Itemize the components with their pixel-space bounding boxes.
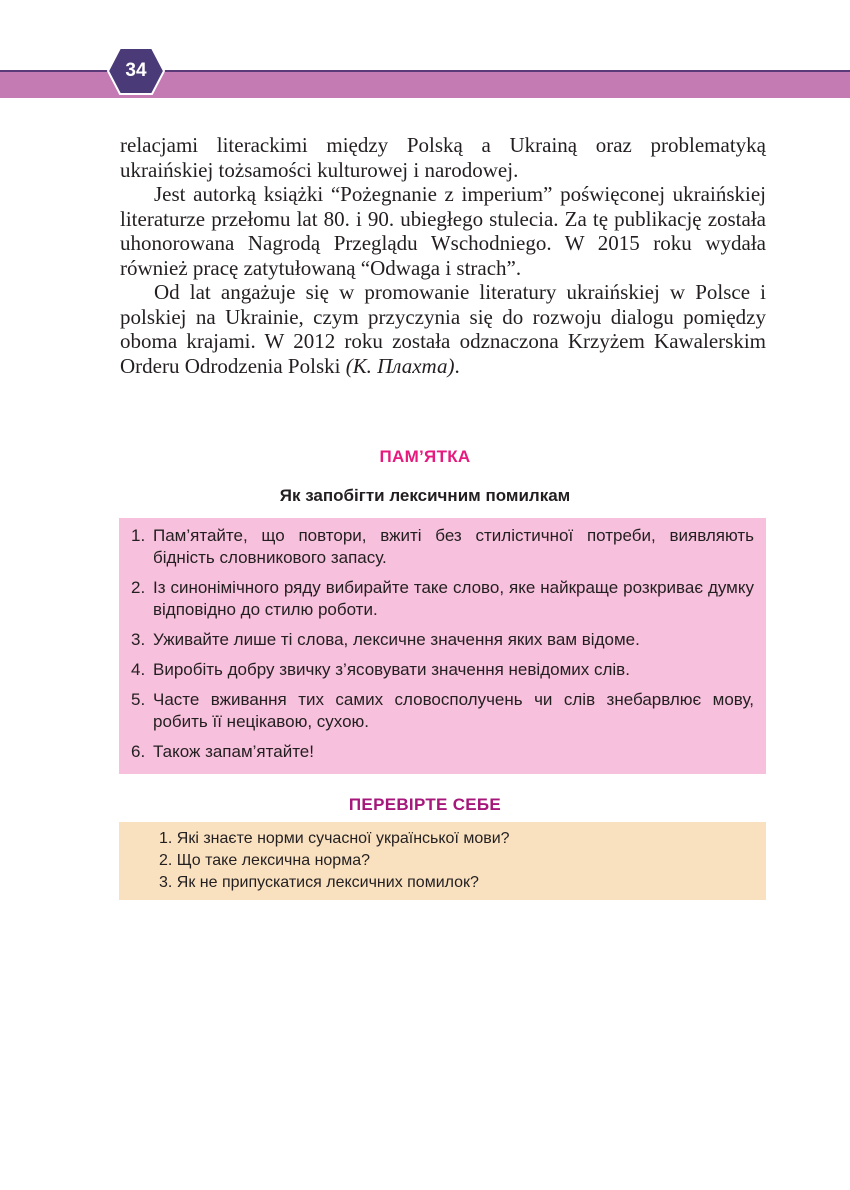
- paragraph-3-text: Od lat angażuje się w promowanie literatury ukraińskiej w Polsce i polskiej na Ukrainie, czym przyczynia się do rozwoju dialogu pomiędzy oboma krajami. W 2012 roku została odznaczona Krzyżem Kawalerskim Orderu Odrodzenia Polski: [120, 280, 766, 378]
- memo-item-number: 2.: [131, 578, 146, 597]
- paragraph-3: [120, 280, 766, 378]
- citation: (К. Плахта): [345, 353, 455, 378]
- memo-title: ПАМ’ЯТКА: [379, 447, 471, 466]
- memo-item: [131, 741, 754, 763]
- memo-item-text: Часте вживання тих самих словосполучень чи слів знебарвлює мову, робить її нецікавою, сухою.: [153, 690, 754, 731]
- body-text: [120, 133, 766, 378]
- question-2: 2. Що таке лексична норма?: [159, 852, 370, 869]
- memo-item-text: Пам’ятайте, що повтори, вжиті без стилістичної потреби, виявляють бідність словникового запасу.: [153, 526, 754, 567]
- memo-item-number: 5.: [131, 690, 146, 709]
- memo-item: [131, 525, 754, 569]
- memo-subtitle: Як запобігти лексичним помилкам: [279, 486, 571, 505]
- check-title: ПЕРЕВІРТЕ СЕБЕ: [348, 795, 502, 814]
- page-number: 34: [125, 60, 147, 81]
- memo-item: [131, 577, 754, 621]
- memo-item-number: 1.: [131, 526, 146, 545]
- memo-item-number: 3.: [131, 630, 146, 649]
- paragraph-1: relacjami literackimi między Polską a Ukrainą oraz problematyką ukraińskiej tożsamości kulturowej i narodowej.: [120, 133, 766, 182]
- memo-item-text: Уживайте лише ті слова, лексичне значення яких вам відоме.: [153, 630, 640, 649]
- memo-item-number: 4.: [131, 660, 146, 679]
- memo-item-number: 6.: [131, 742, 146, 761]
- question-3: 3. Як не припускатися лексичних помилок?: [159, 874, 479, 891]
- memo-box: [119, 518, 766, 774]
- page-number-badge: [106, 46, 166, 96]
- memo-item: [131, 629, 754, 651]
- memo-item-text: Із синонімічного ряду вибирайте таке слово, яке найкраще розкриває думку відповідно до стилю роботи.: [153, 578, 754, 619]
- paragraph-3-end: .: [454, 353, 460, 378]
- memo-item: [131, 689, 754, 733]
- paragraph-2: Jest autorką książki “Pożegnanie z imperium” poświęconej ukraińskiej literaturze przełomu lat 80. i 90. ubiegłego stulecia. Za tę publikację została uhonorowana Nagrodą Przeglądu Wschodniego. W 2015 roku wydała również pracę zatytułowaną “Odwaga i strach”.: [120, 182, 766, 280]
- memo-item-text: Також запам’ятайте!: [153, 742, 314, 761]
- memo-item-text: Виробіть добру звичку з’ясовувати значення невідомих слів.: [153, 660, 630, 679]
- memo-item: [131, 659, 754, 681]
- question-1: 1. Які знаєте норми сучасної української мови?: [159, 830, 510, 847]
- check-box: [119, 822, 766, 900]
